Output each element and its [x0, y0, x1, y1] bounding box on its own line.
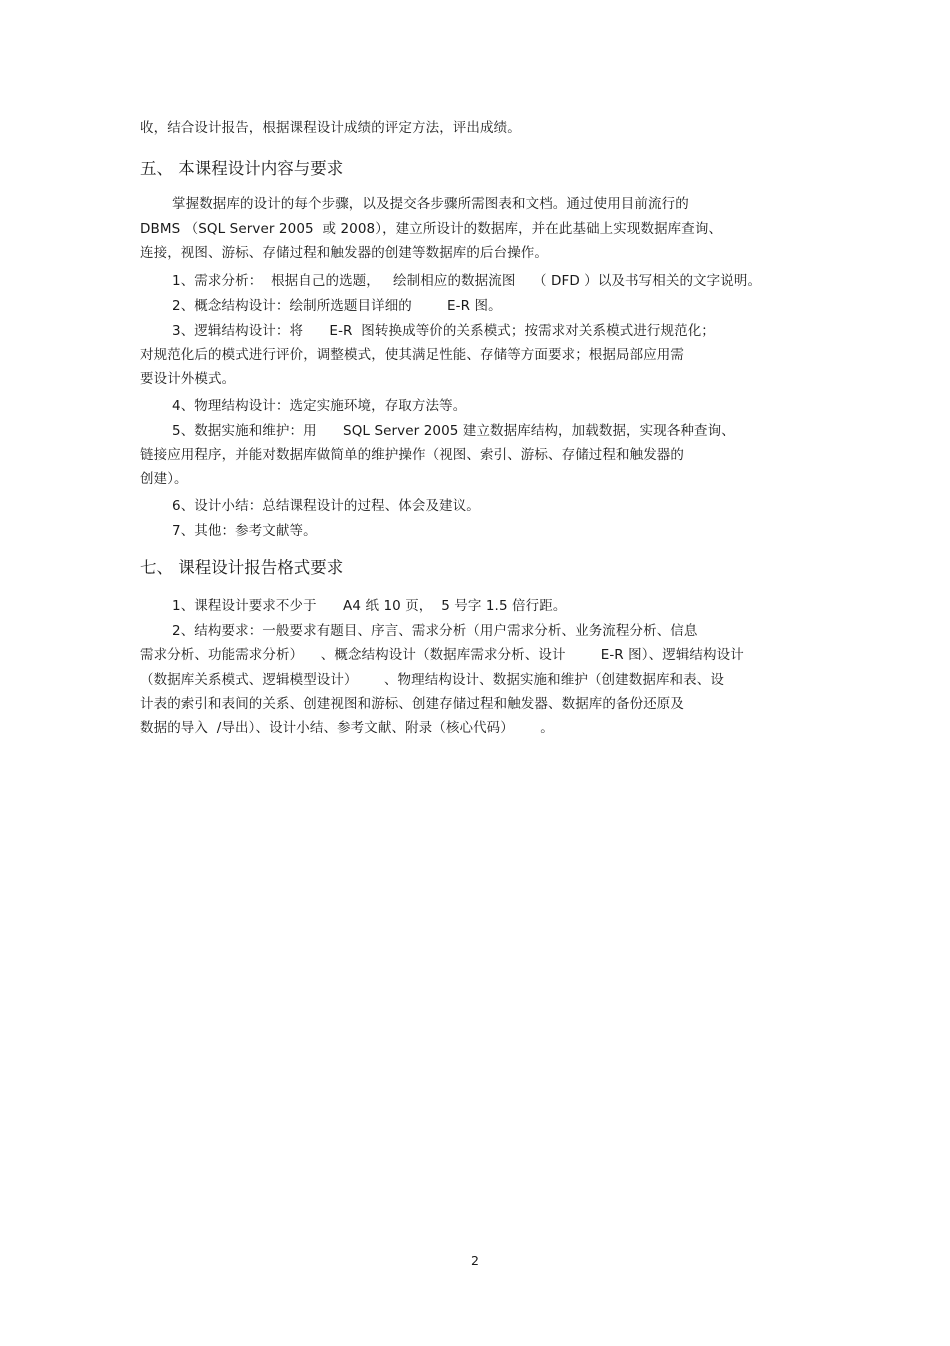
section-5-paragraph-line: DBMS （SQL Server 2005 或 2008），建立所设计的数据库，并在此基础上实现数据库查询、 — [140, 221, 723, 237]
section-5-item-3-continued: 对规范化后的模式进行评价，调整模式，使其满足性能、存储等方面要求；根据局部应用需 — [140, 347, 684, 363]
section-5-item-1: 1、需求分析： 根据自己的选题， 绘制相应的数据流图 （ DFD ）以及书写相关的文字说明。 — [172, 273, 762, 289]
section-5-item-3-continued: 要设计外模式。 — [140, 371, 236, 387]
section-7-item-2-continued: 计表的索引和表间的关系、创建视图和游标、创建存储过程和触发器、数据库的备份还原及 — [140, 696, 684, 712]
section-5-paragraph-line: 连接，视图、游标、存储过程和触发器的创建等数据库的后台操作。 — [140, 245, 548, 261]
section-5-heading: 五、 本课程设计内容与要求 — [140, 159, 344, 178]
section-5-item-7: 7、其他：参考文献等。 — [172, 523, 317, 539]
section-7-heading: 七、 课程设计报告格式要求 — [140, 558, 344, 577]
intro-line: 收，结合设计报告，根据课程设计成绩的评定方法，评出成绩。 — [140, 120, 521, 136]
section-7-item-2-continued: 需求分析、功能需求分析） 、概念结构设计（数据库需求分析、设计 E-R 图）、逻辑结构设计 — [140, 647, 744, 663]
section-5-item-5: 5、数据实施和维护：用 SQL Server 2005 建立数据库结构，加载数据，实现各种查询、 — [172, 423, 735, 439]
section-7-item-2: 2、结构要求：一般要求有题目、序言、需求分析（用户需求分析、业务流程分析、信息 — [172, 623, 698, 639]
section-7-item-2-continued: （数据库关系模式、逻辑模型设计） 、物理结构设计、数据实施和维护（创建数据库和表、设 — [140, 672, 724, 688]
section-5-item-5-continued: 创建）。 — [140, 471, 188, 487]
section-5-item-2: 2、概念结构设计：绘制所选题目详细的 E-R 图。 — [172, 298, 502, 314]
section-5-paragraph-line: 掌握数据库的设计的每个步骤，以及提交各步骤所需图表和文档。通过使用目前流行的 — [172, 196, 689, 212]
section-7-item-2-continued: 数据的导入 /导出）、设计小结、参考文献、附录（核心代码） 。 — [140, 720, 554, 736]
section-7-item-1: 1、课程设计要求不少于 A4 纸 10 页， 5 号字 1.5 倍行距。 — [172, 598, 567, 614]
section-5-item-4: 4、物理结构设计：选定实施环境，存取方法等。 — [172, 398, 467, 414]
section-5-item-6: 6、设计小结：总结课程设计的过程、体会及建议。 — [172, 498, 480, 514]
section-5-item-5-continued: 链接应用程序，并能对数据库做简单的维护操作（视图、索引、游标、存储过程和触发器的 — [140, 447, 684, 463]
page-number: 2 — [471, 1253, 479, 1268]
section-5-item-3: 3、逻辑结构设计：将 E-R 图转换成等价的关系模式；按需求对关系模式进行规范化； — [172, 323, 715, 339]
